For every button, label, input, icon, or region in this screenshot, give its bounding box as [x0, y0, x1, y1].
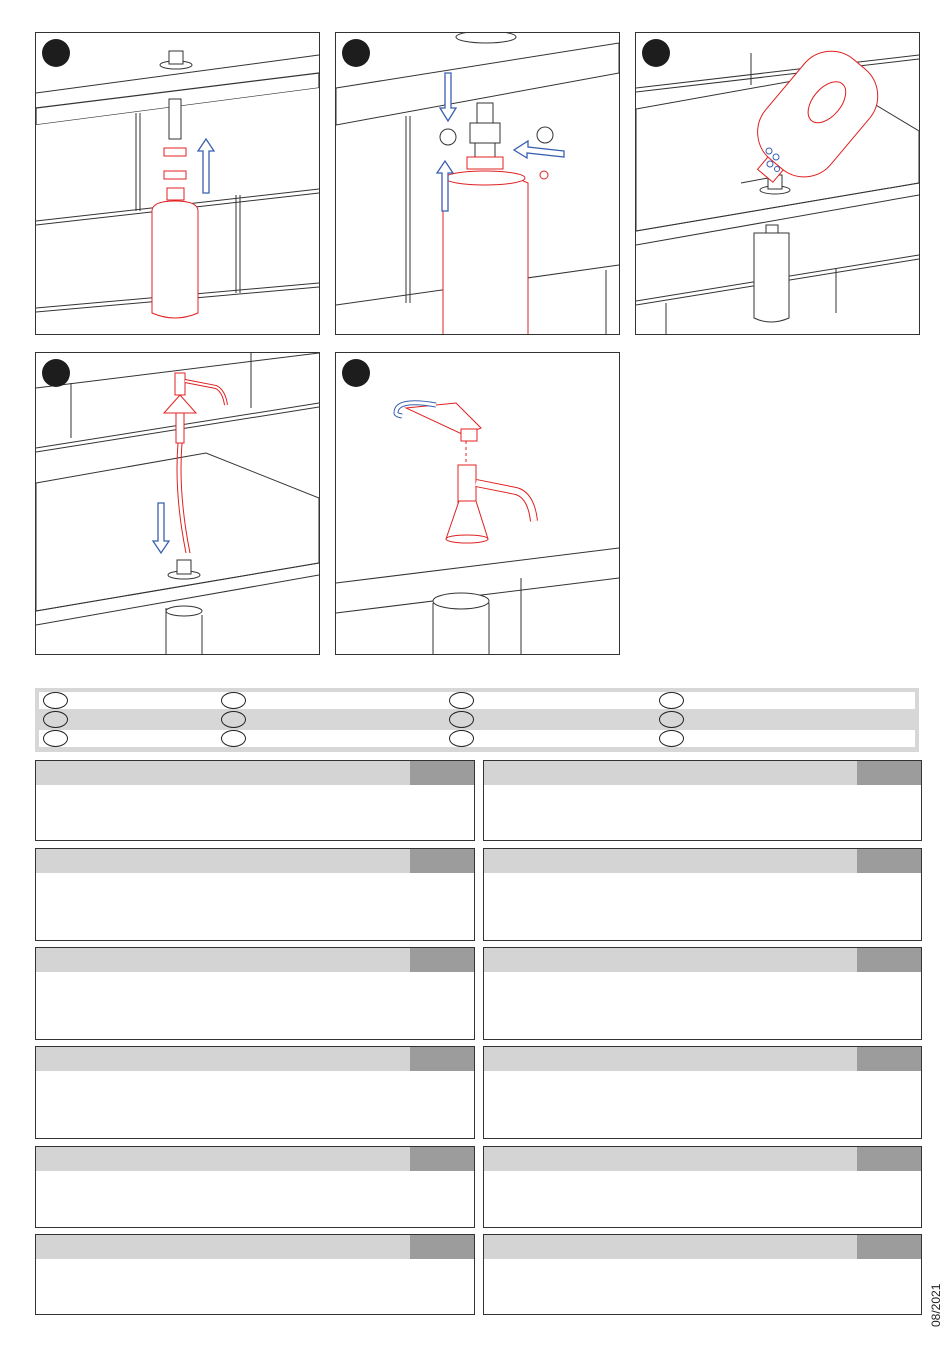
step-2-marker	[342, 39, 370, 67]
language-tag	[857, 849, 921, 873]
info-box-header	[36, 849, 474, 873]
step-3-marker	[642, 39, 670, 67]
language-row	[39, 711, 915, 728]
step-5-marker	[342, 359, 370, 387]
language-tag	[410, 1147, 474, 1171]
language-marker	[659, 692, 684, 709]
language-marker	[43, 692, 68, 709]
language-tag	[857, 948, 921, 972]
info-box-header	[36, 761, 474, 785]
info-box-header	[36, 1147, 474, 1171]
info-box	[35, 1234, 475, 1315]
info-box	[483, 1046, 922, 1139]
language-marker	[449, 730, 474, 747]
info-box	[35, 848, 475, 941]
language-marker	[449, 711, 474, 728]
language-row	[39, 692, 915, 709]
language-marker	[43, 711, 68, 728]
info-box-header	[484, 948, 921, 972]
info-box	[35, 947, 475, 1040]
info-box	[483, 1234, 922, 1315]
language-tag	[410, 1047, 474, 1071]
info-box-header	[484, 849, 921, 873]
language-tag	[410, 1235, 474, 1259]
language-marker	[221, 730, 246, 747]
info-box	[35, 1046, 475, 1139]
step-4-marker	[42, 359, 70, 387]
language-tag	[857, 761, 921, 785]
info-box-header	[36, 948, 474, 972]
info-box-header	[484, 1235, 921, 1259]
step-1-panel	[35, 32, 320, 335]
language-tag	[410, 948, 474, 972]
info-box	[35, 1146, 475, 1228]
language-tag	[410, 761, 474, 785]
language-marker	[221, 711, 246, 728]
step-3-panel	[635, 32, 920, 335]
step-2-illustration	[336, 33, 619, 334]
language-marker	[43, 730, 68, 747]
step-2-panel	[335, 32, 620, 335]
step-4-illustration	[36, 353, 319, 654]
language-marker	[659, 730, 684, 747]
info-box-header	[36, 1047, 474, 1071]
step-1-illustration	[36, 33, 319, 334]
step-3-illustration	[636, 33, 919, 334]
language-tag	[857, 1147, 921, 1171]
info-box-header	[484, 1147, 921, 1171]
language-tag	[857, 1047, 921, 1071]
info-box	[483, 760, 922, 841]
info-box	[483, 1146, 922, 1228]
language-tag	[410, 849, 474, 873]
step-4-panel	[35, 352, 320, 655]
language-row	[39, 730, 915, 747]
language-marker	[221, 692, 246, 709]
language-tag	[857, 1235, 921, 1259]
info-box	[483, 947, 922, 1040]
language-marker	[659, 711, 684, 728]
info-box-header	[484, 1047, 921, 1071]
language-table	[35, 688, 919, 752]
step-5-illustration	[336, 353, 619, 654]
step-5-panel	[335, 352, 620, 655]
step-1-marker	[42, 39, 70, 67]
info-box-header	[36, 1235, 474, 1259]
language-marker	[449, 692, 474, 709]
document-date-code: 08/2021	[929, 1283, 943, 1327]
info-box	[483, 848, 922, 941]
info-box-header	[484, 761, 921, 785]
info-box	[35, 760, 475, 841]
